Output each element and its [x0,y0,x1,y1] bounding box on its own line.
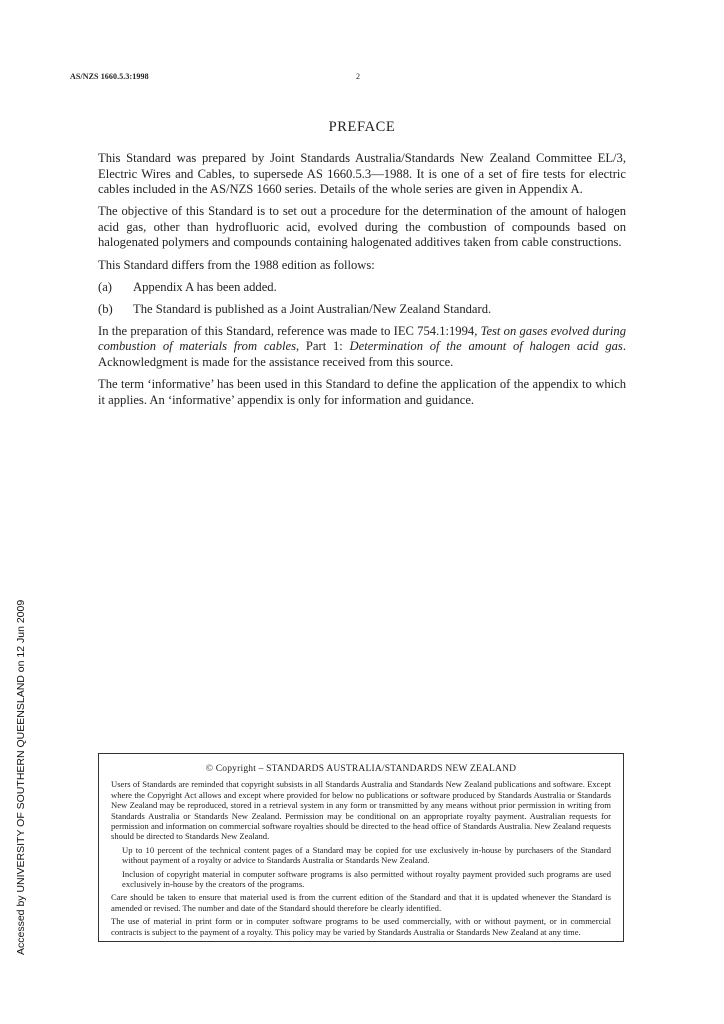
paragraph-2: The objective of this Standard is to set out a procedure for the determination of the amount of halogen acid gas, other than hydrofluoric acid, evolved during the combustion of compounds based on halogenated polymers and compounds containing halogenated additives taken from cable constructions. [98,204,626,250]
paragraph-4-end: . Acknowledgment is made for the assistance received from this source. [98,339,626,370]
copyright-paragraph: Care should be taken to ensure that material used is from the current edition of the Standard and that it is updated whenever the Standard is amended or revised. The number and date of the Standard should therefore be clearly identified. [111,892,611,913]
copyright-paragraph: Inclusion of copyright material in computer software programs is also permitted without royalty payment provided such programs are used exclusively in-house by the creators of the programs. [122,868,611,890]
page-title: PREFACE [328,119,396,135]
paragraph-3: This Standard differs from the 1988 edition as follows: [98,257,375,272]
list-marker: (a) [98,279,112,294]
iec-title-italic: Test on gases evolved during combustion of materials from cables [98,323,626,354]
access-watermark: Accessed by UNIVERSITY OF SOUTHERN QUEENSLAND on 12 Jun 2009 [15,599,27,955]
preface-body [98,151,626,415]
iec-part-title-italic: Determination of the amount of halogen acid gas [349,339,623,354]
list-item [98,302,626,318]
copyright-title: © Copyright – STANDARDS AUSTRALIA/STANDARDS NEW ZEALAND [205,764,517,774]
page-number: 2 [356,72,360,81]
copyright-paragraph: Users of Standards are reminded that copyright subsists in all Standards Australia and Standards New Zealand publications and software. Except where the Copyright Act allows and except where provided for below no publications or software produced by Standards Australia or Standards New Zealand may be reproduced, stored in a retrieval system in any form or transmitted by any means without prior permission in writing from Standards Australia or Standards New Zealand. Permission may be conditional on an appropriate royalty payment. Australian requests for permission and information on commercial software royalties should be directed to the head office of Standards Australia. New Zealand requests should be directed to Standards New Zealand. [111,779,611,842]
list-text: Appendix A has been added. [133,279,277,294]
paragraph-5: The term ‘informative’ has been used in this Standard to define the application of the appendix to which it applies. An ‘informative’ appendix is only for information and guidance. [98,377,626,407]
paragraph-4 [98,324,626,371]
list-item [98,280,626,296]
copyright-paragraph: Up to 10 percent of the technical content pages of a Standard may be copied for use exclusively in-house by purchasers of the Standard without payment of a royalty or advice to Standards Australia or Standards New Zealand. [122,844,611,866]
standard-reference: AS/NZS 1660.5.3:1998 [70,72,149,81]
copyright-paragraph: The use of material in print form or in computer software programs to be used commercially, with or without payment, or in commercial contracts is subject to the payment of a royalty. This policy may be varied by Standards Australia or Standards New Zealand at any time. [111,916,611,937]
list-marker: (b) [98,301,113,316]
paragraph-1: This Standard was prepared by Joint Standards Australia/Standards New Zealand Committee EL/3, Electric Wires and Cables, to supersede AS 1660.5.3—1988. It is one of a set of fire tests for electric cables included in the AS/NZS 1660 series. Details of the whole series are given in Appendix A. [98,151,626,197]
paragraph-4-mid: , Part 1: [296,339,350,354]
list-text: The Standard is published as a Joint Australian/New Zealand Standard. [133,301,492,316]
paragraph-4-start: In the preparation of this Standard, reference was made to IEC 754.1:1994, [98,323,481,338]
copyright-notice-box [98,753,624,942]
